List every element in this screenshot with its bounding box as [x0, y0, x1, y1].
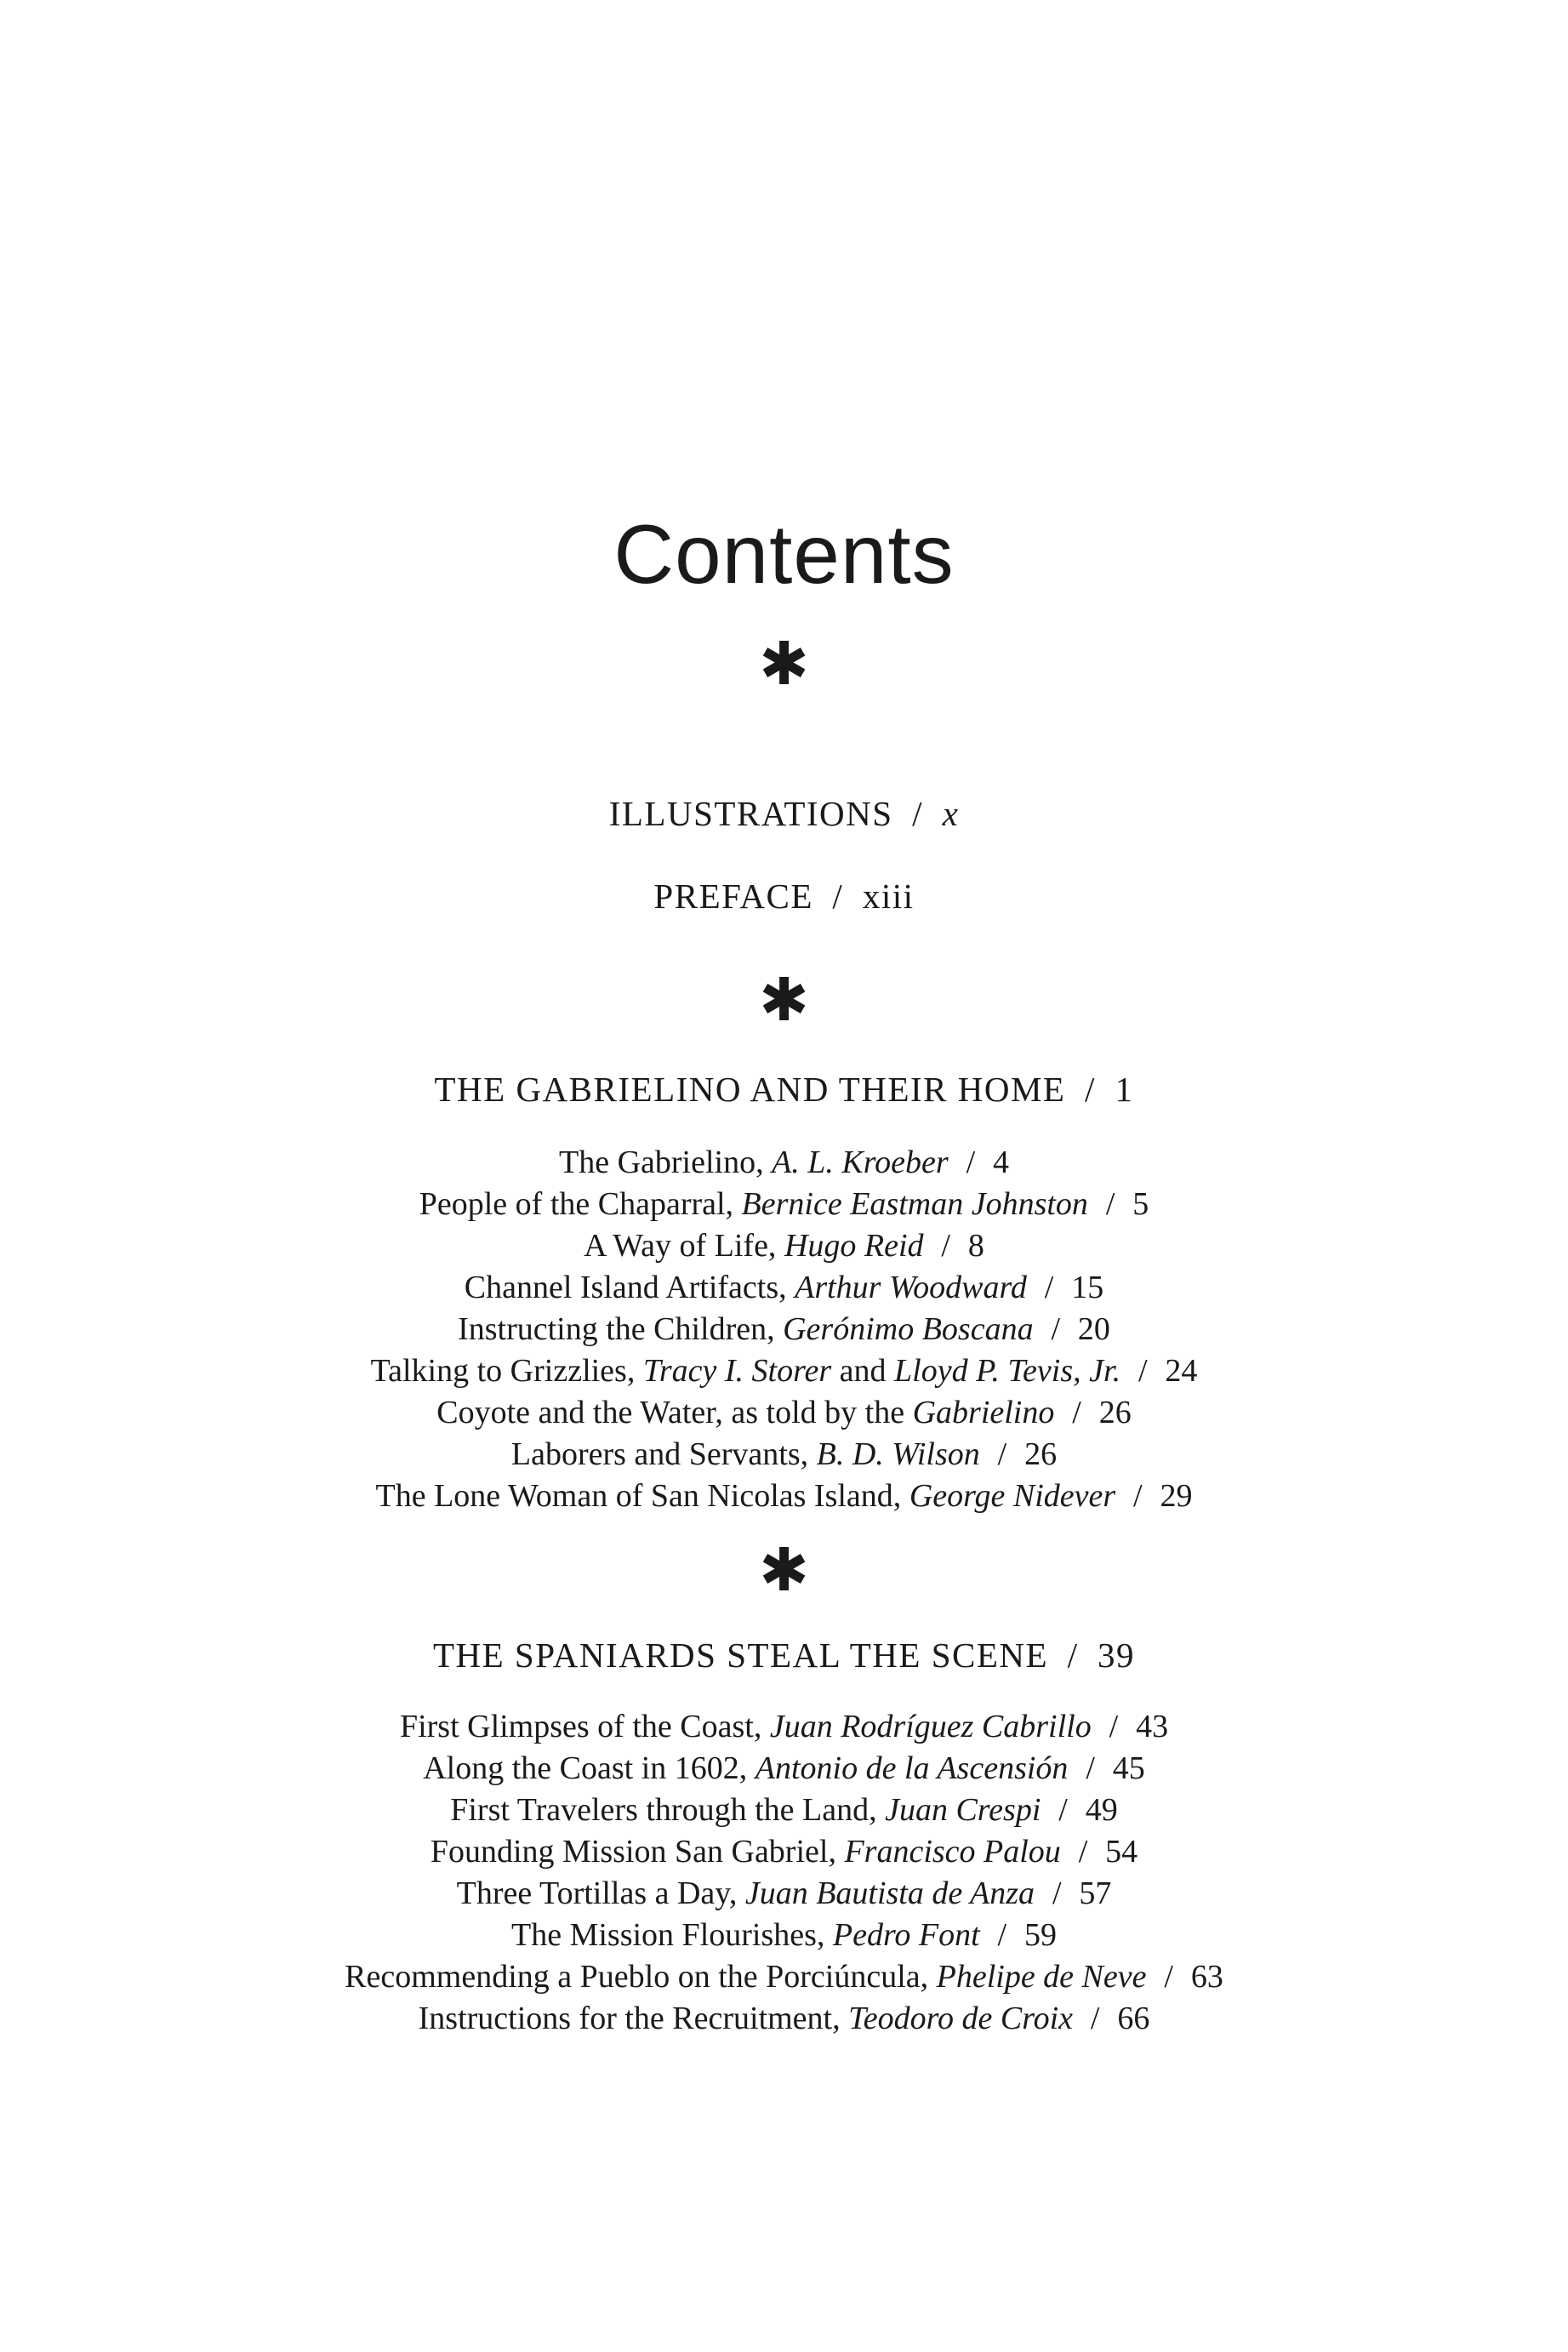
front-matter-page: x — [942, 794, 960, 833]
entry-title: First Travelers through the Land, — [450, 1792, 886, 1828]
entry-title: A Way of Life, — [584, 1228, 784, 1264]
entry-page: 29 — [1160, 1478, 1193, 1514]
toc-entry[interactable] — [0, 1476, 1568, 1517]
separator: / — [966, 1145, 976, 1180]
front-matter-page: xiii — [862, 876, 915, 916]
entry-title: Instructions for the Recruitment, — [418, 2001, 849, 2036]
toc-entry[interactable] — [0, 1434, 1568, 1476]
entry-title: Three Tortillas a Day, — [456, 1875, 745, 1911]
toc-entry[interactable] — [0, 1956, 1568, 1998]
entry-author: A. L. Kroeber — [772, 1145, 949, 1180]
separator: / — [1133, 1478, 1143, 1514]
separator: / — [1044, 1270, 1054, 1305]
entry-page: 59 — [1023, 1917, 1057, 1953]
entry-page: 26 — [1098, 1395, 1132, 1430]
toc-entry[interactable] — [0, 1309, 1568, 1350]
entry-author: Juan Rodríguez Cabrillo — [769, 1709, 1092, 1744]
entry-page: 63 — [1190, 1959, 1223, 1995]
entry-author: Antonio de la Ascensión — [755, 1750, 1069, 1786]
separator: / — [1109, 1709, 1119, 1744]
separator: / — [1058, 1792, 1068, 1828]
entry-author: Juan Crespi — [885, 1792, 1041, 1828]
star-ornament-icon: ✱ — [759, 629, 809, 699]
entry-page: 15 — [1071, 1270, 1104, 1305]
separator: / — [1078, 1834, 1088, 1870]
separator: / — [1067, 1636, 1079, 1675]
entry-conjunction: and — [831, 1353, 895, 1389]
part-heading[interactable] — [0, 1638, 1568, 1673]
front-matter-illustrations[interactable] — [0, 796, 1568, 831]
separator: / — [1085, 1070, 1096, 1109]
entry-title: Laborers and Servants, — [510, 1436, 817, 1472]
star-ornament-icon: ✱ — [759, 1535, 809, 1605]
entry-author: B. D. Wilson — [816, 1436, 980, 1472]
entry-title: Coyote and the Water, as told by the — [436, 1395, 913, 1430]
entry-page: 24 — [1165, 1353, 1198, 1389]
entry-author: Gabrielino — [912, 1395, 1055, 1430]
separator: / — [941, 1228, 950, 1264]
entry-title: First Glimpses of the Coast, — [399, 1709, 770, 1744]
toc-entry[interactable] — [0, 1748, 1568, 1790]
entry-page: 45 — [1112, 1750, 1145, 1786]
entry-title: Instructing the Children, — [458, 1311, 784, 1347]
toc-entry[interactable] — [0, 1873, 1568, 1915]
separator: / — [1164, 1959, 1173, 1995]
separator: / — [912, 794, 924, 833]
toc-entry[interactable] — [0, 1392, 1568, 1434]
part-heading-page: 1 — [1115, 1070, 1134, 1109]
separator: / — [832, 876, 844, 916]
entry-title: Along the Coast in 1602, — [423, 1750, 755, 1786]
entry-author: Tracy I. Storer — [642, 1353, 832, 1389]
entry-page: 43 — [1136, 1709, 1169, 1744]
toc-entry[interactable] — [0, 1915, 1568, 1956]
part-heading-label: THE SPANIARDS STEAL THE SCENE — [432, 1636, 1049, 1675]
separator: / — [997, 1436, 1007, 1472]
part-heading[interactable] — [0, 1072, 1568, 1107]
entry-title: The Gabrielino, — [558, 1145, 773, 1180]
page-title: Contents — [613, 507, 955, 601]
entry-author-second: Lloyd P. Tevis, Jr. — [894, 1353, 1121, 1389]
entry-author: George Nidever — [909, 1478, 1116, 1514]
toc-entry[interactable] — [0, 1225, 1568, 1267]
entry-author: Bernice Eastman Johnston — [741, 1186, 1088, 1222]
separator: / — [1086, 1750, 1095, 1786]
separator: / — [1072, 1395, 1081, 1430]
entry-page: 57 — [1079, 1875, 1112, 1911]
entry-page: 66 — [1117, 2001, 1150, 2036]
entry-page: 4 — [993, 1145, 1010, 1180]
toc-entry[interactable] — [0, 1706, 1568, 1748]
entry-page: 5 — [1132, 1186, 1149, 1222]
toc-entry[interactable] — [0, 1142, 1568, 1184]
entry-title: People of the Chaparral, — [419, 1186, 742, 1222]
entry-author: Phelipe de Neve — [936, 1959, 1147, 1995]
front-matter-label: ILLUSTRATIONS — [608, 794, 893, 833]
entry-author: Pedro Font — [832, 1917, 980, 1953]
entry-title: Channel Island Artifacts, — [464, 1270, 795, 1305]
entry-title: The Mission Flourishes, — [511, 1917, 833, 1953]
part-2-entries — [0, 1706, 1568, 2040]
toc-entry[interactable] — [0, 1790, 1568, 1831]
entry-page: 8 — [967, 1228, 984, 1264]
entry-author: Arthur Woodward — [795, 1270, 1027, 1305]
entry-author: Juan Bautista de Anza — [744, 1875, 1035, 1911]
entry-title: The Lone Woman of San Nicolas Island, — [375, 1478, 909, 1514]
part-heading-label: THE GABRIELINO AND THEIR HOME — [434, 1070, 1066, 1109]
toc-entry[interactable] — [0, 1998, 1568, 2040]
star-ornament-icon: ✱ — [759, 965, 809, 1035]
separator: / — [997, 1917, 1007, 1953]
front-matter-preface[interactable] — [0, 876, 1568, 916]
entry-page: 20 — [1077, 1311, 1110, 1347]
entry-author: Hugo Reid — [784, 1228, 924, 1264]
entry-title: Recommending a Pueblo on the Porciúncula, — [345, 1959, 937, 1995]
toc-entry[interactable] — [0, 1184, 1568, 1225]
front-matter-label: PREFACE — [653, 876, 813, 916]
separator: / — [1052, 1875, 1062, 1911]
toc-entry[interactable] — [0, 1350, 1568, 1392]
separator: / — [1138, 1353, 1148, 1389]
entry-title: Founding Mission San Gabriel, — [430, 1834, 845, 1870]
separator: / — [1090, 2001, 1100, 2036]
entry-author: Gerónimo Boscana — [783, 1311, 1034, 1347]
separator: / — [1051, 1311, 1061, 1347]
entry-page: 49 — [1085, 1792, 1118, 1828]
entry-page: 54 — [1105, 1834, 1138, 1870]
separator: / — [1105, 1186, 1115, 1222]
part-1-entries — [0, 1142, 1568, 1517]
part-heading-page: 39 — [1098, 1636, 1136, 1675]
entry-author: Francisco Palou — [844, 1834, 1061, 1870]
toc-entry[interactable] — [0, 1831, 1568, 1873]
entry-page: 26 — [1024, 1436, 1058, 1472]
entry-author: Teodoro de Croix — [848, 2001, 1074, 2036]
toc-entry[interactable] — [0, 1267, 1568, 1309]
entry-title: Talking to Grizzlies, — [370, 1353, 643, 1389]
